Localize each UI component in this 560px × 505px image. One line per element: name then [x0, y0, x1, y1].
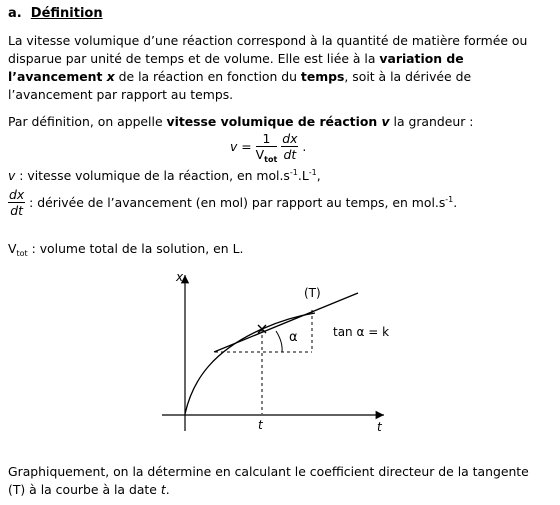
def-dxdt-end: . [453, 195, 458, 210]
formula-one: 1 [256, 131, 278, 147]
conclusion-t: t [160, 482, 166, 497]
def-dxdt-text: : dérivée de l’avancement (en mol) par rapport au temps, en mol.s [25, 195, 446, 210]
section-label: a. [8, 6, 22, 21]
formula-dx: dx [282, 131, 298, 146]
tangent-label: (T) [304, 286, 321, 300]
intro-text-1: La vitesse volumique d’une réaction correspond à la quantité de matière formée ou disparue par unité de temps et de volume. Elle est liée à la [8, 33, 528, 66]
def-dxdt-sup: -1 [445, 195, 454, 204]
intro-bold-temps: temps [300, 69, 345, 84]
def-vtot-text: : volume total de la solution, en L. [27, 241, 244, 256]
tangent-line [214, 293, 358, 352]
conclusion-text: Graphiquement, on la détermine en calculant le coefficient directeur de la tangente (T) à la courbe à la date [8, 464, 529, 497]
formula-equals: = [241, 139, 252, 154]
definition-bold-v: v [381, 114, 390, 129]
definition-text-2: la grandeur : [389, 114, 474, 129]
advancement-curve [185, 313, 315, 414]
y-axis-label: x [176, 270, 184, 284]
section-title: Définition [30, 6, 103, 21]
slope-text: tan α = k [333, 325, 390, 339]
def-dt: dt [10, 203, 23, 218]
def-v-sup1: -1 [289, 168, 298, 177]
definition-text-1: Par définition, on appelle [8, 114, 167, 129]
def-vtot-v: V [8, 241, 17, 256]
definition-bold: vitesse volumique de réaction [166, 114, 382, 129]
def-v-text: : vitesse volumique de la réaction, en mol.s [15, 168, 290, 183]
conclusion-end: . [165, 482, 170, 497]
intro-bold-x: x [106, 69, 115, 84]
formula-v: v [230, 139, 238, 154]
def-v-end: , [316, 168, 321, 183]
formula-vtot-v: V [255, 147, 265, 162]
angle-label: α [289, 330, 298, 345]
def-v-sup2: -1 [308, 168, 317, 177]
intro-text-3: , soit à la dérivée de l’avancement par rapport au temps. [8, 69, 472, 102]
def-v-symbol: v [8, 168, 16, 183]
t-tick-label: t [258, 418, 263, 432]
angle-arc [276, 331, 282, 352]
formula-vtot-sub: tot [264, 155, 278, 164]
x-axis-label: t [377, 420, 382, 434]
def-dx: dx [9, 187, 25, 202]
intro-text-2: de la réaction en fonction du [114, 69, 301, 84]
conclusion-paragraph [8, 463, 548, 499]
def-v-mid: .L [297, 168, 309, 183]
def-vtot-sub: tot [16, 249, 28, 258]
formula-dt: dt [283, 147, 297, 162]
formula-period: . [302, 139, 307, 154]
intro-bold-variation: variation de l’avancement [8, 51, 464, 84]
